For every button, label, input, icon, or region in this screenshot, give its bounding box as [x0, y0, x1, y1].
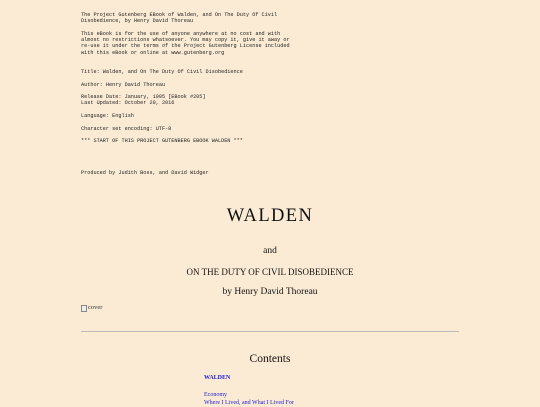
- toc-link-economy[interactable]: Economy: [204, 392, 227, 398]
- license-notice: This eBook is for the use of anyone anywhere at no cost and with almost no restrictions whatsoever. You may copy it, give it away or re-use it under the terms of the Project Gutenberg License included with this eBook or online at www.gutenberg.org: [81, 31, 290, 56]
- header-intro: The Project Gutenberg EBook of Walden, and On The Duty Of Civil Disobedience, by Henry David Thoreau: [81, 12, 278, 25]
- produced-by: Produced by Judith Boss, and David Widger: [81, 170, 209, 176]
- start-marker: *** START OF THIS PROJECT GUTENBERG EBOOK WALDEN ***: [81, 138, 243, 144]
- book-conjunction: and: [263, 246, 277, 256]
- contents-heading: Contents: [249, 353, 291, 365]
- metadata-release: Release Date: January, 1995 [EBook #205] Last Updated: October 20, 2016: [81, 94, 206, 107]
- metadata-author: Author: Henry David Thoreau: [81, 82, 166, 88]
- book-subtitle: ON THE DUTY OF CIVIL DISOBEDIENCE: [186, 267, 354, 277]
- metadata-language: Language: English: [81, 113, 134, 119]
- toc-link-where-i-lived[interactable]: Where I Lived, and What I Lived For: [204, 400, 294, 406]
- cover-alt-text: cover: [88, 304, 103, 311]
- toc-link-walden[interactable]: WALDEN: [204, 375, 231, 381]
- book-byline: by Henry David Thoreau: [222, 287, 318, 297]
- metadata-title: Title: Walden, and On The Duty Of Civil Disobedience: [81, 69, 243, 75]
- broken-image-icon: [81, 305, 87, 312]
- section-divider: [81, 331, 459, 332]
- book-title: WALDEN: [226, 206, 314, 226]
- cover-image: [81, 304, 102, 312]
- metadata-encoding: Character set encoding: UTF-8: [81, 126, 172, 132]
